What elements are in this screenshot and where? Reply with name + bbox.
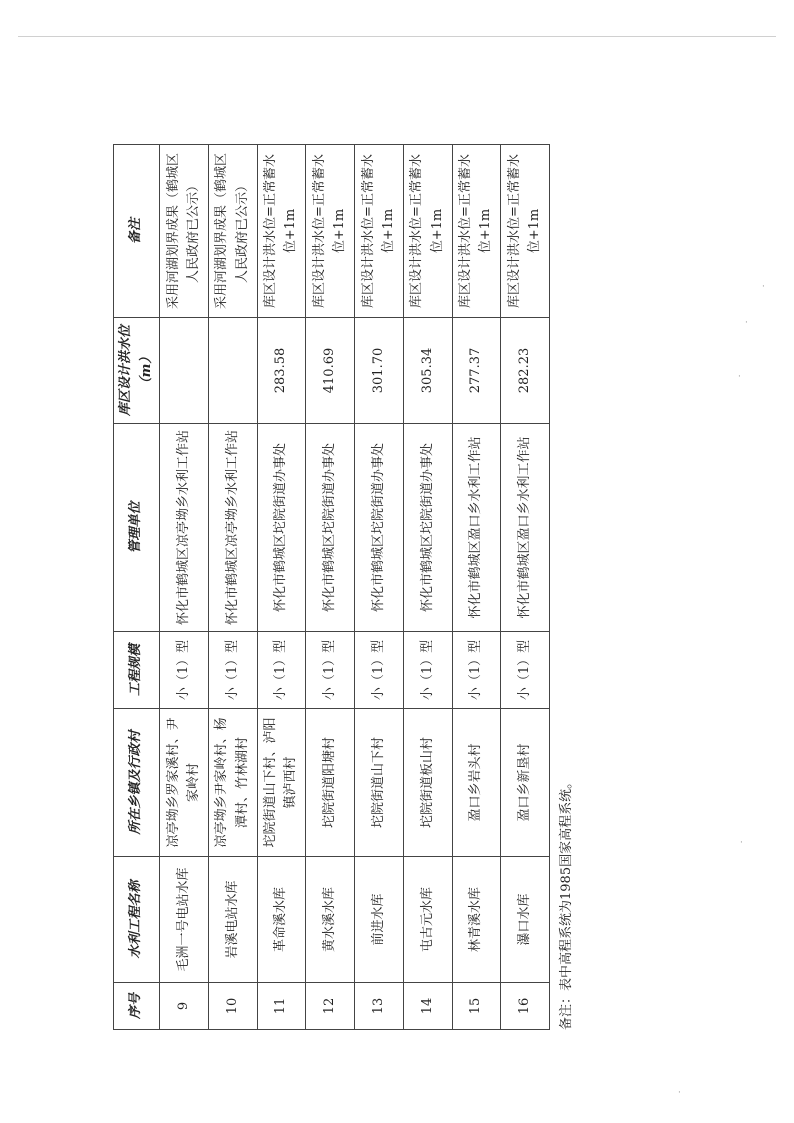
cell-index: 15	[452, 983, 501, 1030]
header-flood-level: 库区设计洪水位（m）	[114, 318, 160, 424]
cell-management-unit: 怀化市鹤城区坨院街道办事处	[257, 424, 306, 632]
cell-project-name: 革命溪水库	[257, 857, 306, 983]
header-location: 所在乡镇及行政村	[114, 709, 160, 857]
cell-management-unit: 怀化市鹤城区盈口乡水利工作站	[452, 424, 501, 632]
cell-project-name: 屯古元水库	[403, 857, 452, 983]
cell-index: 16	[501, 983, 550, 1030]
cell-flood-level: 305.34	[403, 318, 452, 424]
table-row	[452, 145, 501, 1030]
cell-project-name: 岩溪电站水库	[208, 857, 257, 983]
cell-remarks: 库区设计洪水位=正常蓄水位+1m	[257, 145, 306, 318]
cell-management-unit: 怀化市鹤城区坨院街道办事处	[306, 424, 355, 632]
cell-flood-level	[160, 318, 209, 424]
cell-management-unit: 怀化市鹤城区盈口乡水利工作站	[501, 424, 550, 632]
cell-scale: 小（1）型	[403, 632, 452, 709]
cell-flood-level	[208, 318, 257, 424]
table-row	[403, 145, 452, 1030]
scan-edge-line	[18, 36, 776, 37]
scan-speck: ·	[678, 1088, 681, 1098]
cell-location: 坨院街道山下村	[355, 709, 404, 857]
cell-project-name: 黄水溪水库	[306, 857, 355, 983]
cell-location: 凉亭坳乡罗家溪村、尹家岭村	[160, 709, 209, 857]
cell-scale: 小（1）型	[306, 632, 355, 709]
cell-remarks: 采用河湖划界成果（鹤城区人民政府已公示）	[208, 145, 257, 318]
cell-location: 坨院街道阳塘村	[306, 709, 355, 857]
cell-flood-level: 277.37	[452, 318, 501, 424]
table-row	[306, 145, 355, 1030]
table-row	[257, 145, 306, 1030]
table-row	[160, 145, 209, 1030]
cell-management-unit: 怀化市鹤城区凉亭坳乡水利工作站	[208, 424, 257, 632]
cell-remarks: 采用河湖划界成果（鹤城区人民政府已公示）	[160, 145, 209, 318]
cell-remarks: 库区设计洪水位=正常蓄水位+1m	[501, 145, 550, 318]
cell-scale: 小（1）型	[501, 632, 550, 709]
cell-project-name: 林青溪水库	[452, 857, 501, 983]
cell-index: 12	[306, 983, 355, 1030]
cell-index: 13	[355, 983, 404, 1030]
cell-management-unit: 怀化市鹤城区坨院街道办事处	[355, 424, 404, 632]
scan-speck: ·	[762, 282, 765, 292]
cell-location: 坨院街道板山村	[403, 709, 452, 857]
table-header-row	[114, 145, 160, 1030]
cell-remarks: 库区设计洪水位=正常蓄水位+1m	[452, 145, 501, 318]
cell-index: 14	[403, 983, 452, 1030]
cell-project-name: 瀑口水库	[501, 857, 550, 983]
cell-location: 凉亭坳乡尹家岭村、杨潭村、竹林湖村	[208, 709, 257, 857]
cell-location: 盈口乡岩头村	[452, 709, 501, 857]
header-management-unit: 管理单位	[114, 424, 160, 632]
cell-remarks: 库区设计洪水位=正常蓄水位+1m	[403, 145, 452, 318]
cell-flood-level: 410.69	[306, 318, 355, 424]
cell-flood-level: 283.58	[257, 318, 306, 424]
cell-index: 9	[160, 983, 209, 1030]
cell-management-unit: 怀化市鹤城区坨院街道办事处	[403, 424, 452, 632]
cell-flood-level: 301.70	[355, 318, 404, 424]
cell-index: 11	[257, 983, 306, 1030]
cell-scale: 小（1）型	[257, 632, 306, 709]
cell-project-name: 前进水库	[355, 857, 404, 983]
cell-management-unit: 怀化市鹤城区凉亭坳乡水利工作站	[160, 424, 209, 632]
header-scale: 工程规模	[114, 632, 160, 709]
header-remarks: 备注	[114, 145, 160, 318]
rotated-table-page	[113, 145, 574, 1030]
scan-speck: ·	[740, 838, 743, 848]
table-row	[355, 145, 404, 1030]
table-row	[208, 145, 257, 1030]
cell-scale: 小（1）型	[208, 632, 257, 709]
cell-flood-level: 282.23	[501, 318, 550, 424]
cell-location: 坨院街道山下村、泸阳镇泸西村	[257, 709, 306, 857]
cell-remarks: 库区设计洪水位=正常蓄水位+1m	[306, 145, 355, 318]
table-footnote: 备注：表中高程系统为1985国家高程系统。	[559, 775, 574, 1030]
table-row	[501, 145, 550, 1030]
reservoir-table	[113, 144, 550, 1030]
cell-scale: 小（1）型	[160, 632, 209, 709]
header-project-name: 水利工程名称	[114, 857, 160, 983]
cell-scale: 小（1）型	[452, 632, 501, 709]
cell-project-name: 毛洲一号电站水库	[160, 857, 209, 983]
scan-speck: ·	[745, 318, 748, 328]
cell-index: 10	[208, 983, 257, 1030]
header-index: 序号	[114, 983, 160, 1030]
cell-location: 盈口乡新垦村	[501, 709, 550, 857]
scan-speck: ·	[738, 372, 741, 382]
cell-remarks: 库区设计洪水位=正常蓄水位+1m	[355, 145, 404, 318]
cell-scale: 小（1）型	[355, 632, 404, 709]
